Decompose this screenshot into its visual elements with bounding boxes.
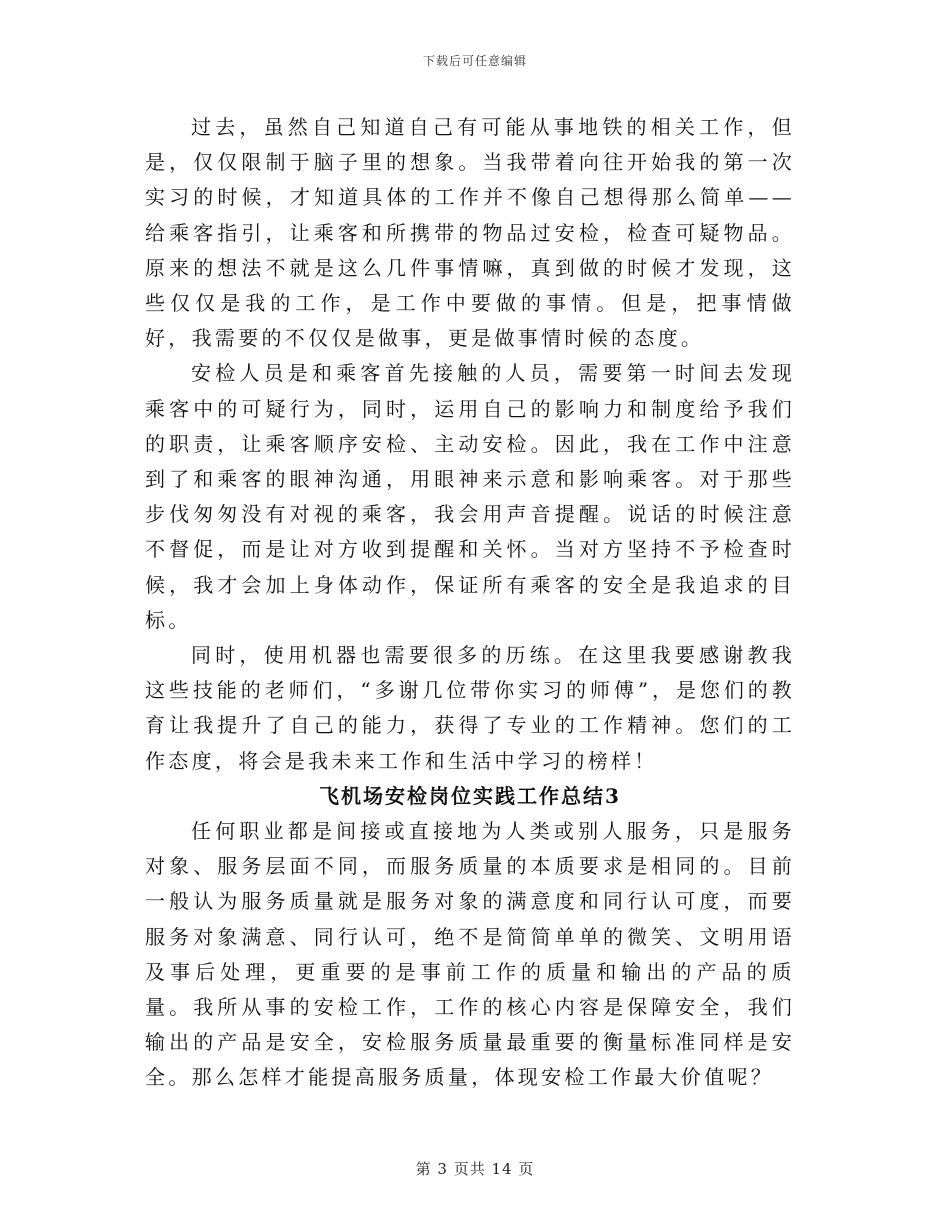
page-header: 下载后可任意编辑 xyxy=(422,54,527,68)
paragraph-security-staff-role: 安检人员是和乘客首先接触的人员，需要第一时间去发现乘客中的可疑行为，同时，运用自己的影响力和制度给予我们的职责，让乘客顺序安检、主动安检。因此，我在工作中注意到了和乘客的眼神沟通，用眼神来示意和影响乘客。对于那些步伐匆匆没有对视的乘客，我会用声音提醒。说话的时候注意不督促，而是让对方收到提醒和关怀。当对方坚持不予检查时候，我才会加上身体动作，保证所有乘客的安全是我追求的目标。 xyxy=(145,361,795,632)
document-body xyxy=(145,110,795,1096)
section-title: 飞机场安检岗位实践工作总结3 xyxy=(319,783,621,808)
paragraph-service-quality: 任何职业都是间接或直接地为人类或别人服务，只是服务对象、服务层面不同，而服务质量的本质要求是相同的。目前一般认为服务质量就是服务对象的满意度和同行认可度，而要服务对象满意、同行认可，绝不是简简单单的微笑、文明用语及事后处理，更重要的是事前工作的质量和输出的产品的质量。我所从事的安检工作，工作的核心内容是保障安全，我们输出的产品是安全，安检服务质量最重要的衡量标准同样是安全。那么怎样才能提高服务质量，体现安检工作最大价值呢？ xyxy=(145,819,795,1090)
paragraph-thanks-to-mentors: 同时，使用机器也需要很多的历练。在这里我要感谢教我这些技能的老师们，“多谢几位带你实习的师傅”，是您们的教育让我提升了自己的能力，获得了专业的工作精神。您们的工作态度，将会是我未来工作和生活中学习的榜样！ xyxy=(145,643,795,773)
paragraph-past-expectations: 过去，虽然自己知道自己有可能从事地铁的相关工作，但是，仅仅限制于脑子里的想象。当我带着向往开始我的第一次实习的时候，才知道具体的工作并不像自己想得那么简单——给乘客指引，让乘客和所携带的物品过安检，检查可疑物品。原来的想法不就是这么几件事情嘛，真到做的时候才发现，这些仅仅是我的工作，是工作中要做的事情。但是，把事情做好，我需要的不仅仅是做事，更是做事情时候的态度。 xyxy=(145,115,795,351)
page-number: 第 3 页共 14 页 xyxy=(415,1160,535,1178)
